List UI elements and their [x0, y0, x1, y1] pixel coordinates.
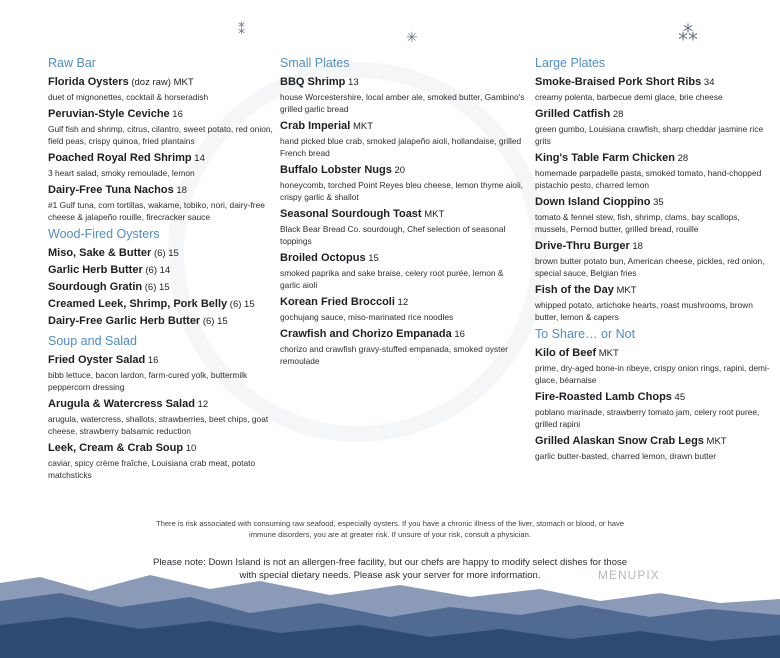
menu-item-description: Black Bear Bread Co. sourdough, Chef selection of seasonal toppings: [280, 224, 506, 246]
dish-price: MKT: [596, 348, 619, 359]
dish-name: BBQ Shrimp: [280, 76, 346, 88]
menu-item-name: [535, 282, 775, 299]
menu-item-name: [48, 440, 273, 457]
menu-item-description: arugula, watercress, shallots, strawberries, beet chips, goat cheese, strawberry balsamic reduction: [48, 414, 269, 436]
menu-item-description: chorizo and crawfish gravy-stuffed empanada, smoked oyster remoulade: [280, 344, 508, 366]
menu-item-description: poblano marinade, strawberry tomato jam, celery root puree, grilled rapini: [535, 407, 760, 429]
menu-item-description: smoked paprika and sake braise, celery root purée, lemon & garlic aioli: [280, 268, 504, 290]
menu-item-name: [280, 294, 525, 311]
dish-price: (6) 15: [151, 248, 179, 259]
section-title: Raw Bar: [48, 56, 96, 70]
dish-name: Broiled Octopus: [280, 252, 366, 264]
menu-item-name: [535, 150, 775, 167]
menu-item-name: [280, 74, 525, 91]
menu-item-description: homemade parpadelle pasta, smoked tomato, hand-chopped pistachio pesto, charred lemon: [535, 168, 762, 190]
dish-price: 12: [194, 399, 209, 410]
dish-price: 28: [674, 153, 689, 164]
dish-name: Down Island Cioppino: [535, 196, 651, 208]
menu-item-name: [48, 150, 273, 167]
dish-price: MKT: [350, 121, 374, 132]
menu-column-middle: [280, 52, 525, 370]
dish-name: Drive-Thru Burger: [535, 240, 630, 252]
section-title: Soup and Salad: [48, 334, 137, 348]
dish-name: Dairy-Free Garlic Herb Butter: [48, 315, 201, 327]
dish-name: Crab Imperial: [280, 120, 351, 132]
section-title: Wood-Fired Oysters: [48, 227, 160, 241]
dish-price: (6) 15: [200, 316, 228, 327]
menu-item-name: [48, 74, 273, 91]
dish-price: 20: [391, 165, 406, 176]
menu-item-description: green gumbo, Louisiana crawfish, sharp cheddar jasmine rice grits: [535, 124, 764, 146]
menu-item-description: #1 Gulf tuna, corn tortillas, wakame, tobiko, nori, dairy-free cheese & jalapeño rouille, firecracker sauce: [48, 200, 265, 222]
section-title: Large Plates: [535, 56, 606, 70]
dish-price: 28: [610, 109, 624, 120]
menu-item-description: honeycomb, torched Point Reyes bleu cheese, lemon thyme aioli, crispy garlic & shallot: [280, 180, 524, 202]
sparkle-icon: ⁂: [678, 23, 698, 45]
dish-price: 16: [145, 355, 159, 366]
menu-column-left: [48, 52, 273, 484]
menu-item-description: tomato & fennel stew, fish, shrimp, clams, bay scallops, mussels, Pernod butter, grilled bread, rouille: [535, 212, 740, 234]
menu-item-name: [535, 74, 775, 91]
dish-name: Sourdough Gratin: [48, 281, 143, 293]
dish-price: 45: [671, 392, 686, 403]
menu-item-name: [535, 389, 775, 406]
menu-item-name: [48, 245, 273, 262]
menu-item-description: brown butter potato bun, American cheese, pickles, red onion, special sauce, Belgian fries: [535, 256, 765, 278]
dish-price: (6) 15: [142, 282, 170, 293]
dish-name: Seasonal Sourdough Toast: [280, 208, 422, 220]
dish-price: 15: [365, 253, 379, 264]
dish-name: Fire-Roasted Lamb Chops: [535, 391, 672, 403]
dish-price: 35: [650, 197, 664, 208]
dish-price: 14: [191, 153, 205, 164]
dish-price: 10: [183, 443, 197, 454]
dish-name: Grilled Catfish: [535, 108, 611, 120]
dish-name: Korean Fried Broccoli: [280, 296, 395, 308]
dish-price: 34: [701, 77, 715, 88]
menu-item-description: Gulf fish and shrimp, citrus, cilantro, sweet potato, red onion, field peas, crispy quinoa, fried plantains: [48, 124, 273, 146]
menu-item-description: creamy polenta, barbecue demi glace, brie cheese: [535, 92, 723, 102]
section-title: Small Plates: [280, 56, 350, 70]
dish-name: Arugula & Watercress Salad: [48, 398, 195, 410]
dish-name: Fish of the Day: [535, 284, 614, 296]
dish-name: Leek, Cream & Crab Soup: [48, 442, 184, 454]
dish-name: Grilled Alaskan Snow Crab Legs: [535, 435, 704, 447]
menu-item-name: [48, 279, 273, 296]
dish-name: Creamed Leek, Shrimp, Pork Belly: [48, 298, 228, 310]
menu-item-description: duet of mignonettes, cocktail & horseradish: [48, 92, 209, 102]
dish-name: Florida Oysters: [48, 76, 129, 88]
menupix-watermark: MENUPIX: [598, 568, 660, 582]
menu-item-description: prime, dry-aged bone-in ribeye, crispy onion rings, rapini, demi-glace, béarnaise: [535, 363, 770, 385]
menu-item-description: bibb lettuce, bacon lardon, farm-cured yolk, buttermilk peppercorn dressing: [48, 370, 248, 392]
dish-name: Smoke-Braised Pork Short Ribs: [535, 76, 702, 88]
dish-name: Kilo of Beef: [535, 347, 597, 359]
menu-item-description: gochujang sauce, miso-marinated rice noodles: [280, 312, 454, 322]
menu-item-name: [48, 313, 273, 330]
sparkle-icon: ✳: [406, 29, 418, 45]
menu-item-description: whipped potato, artichoke hearts, roast mushrooms, brown butter, lemon & capers: [535, 300, 753, 322]
dish-price: 18: [173, 185, 187, 196]
dish-name: Peruvian-Style Ceviche: [48, 108, 170, 120]
mountain-illustration: [0, 555, 780, 658]
menu-column-right: [535, 52, 775, 465]
dish-name: Crawfish and Chorizo Empanada: [280, 328, 452, 340]
menu-item-name: [535, 433, 775, 450]
dish-price: MKT: [703, 436, 727, 447]
dish-price: (6) 15: [227, 299, 255, 310]
allergen-note: Please note: Down Island is not an allergen-free facility, but our chefs are happy to modify select dishes for those with special dietary needs. Please ask your server for more information.: [152, 557, 628, 581]
dish-price: (doz raw) MKT: [128, 77, 194, 88]
dish-name: Miso, Sake & Butter: [48, 247, 152, 259]
menu-item-name: [280, 250, 525, 267]
menu-item-name: [280, 162, 525, 179]
sparkle-icon: ⁑: [238, 21, 245, 37]
menu-item-description: garlic butter-basted, charred lemon, drawn butter: [535, 451, 717, 461]
dish-price: MKT: [421, 209, 445, 220]
dish-price: 16: [169, 109, 183, 120]
menu-item-name: [280, 206, 525, 223]
dish-price: 13: [345, 77, 359, 88]
dish-price: 18: [629, 241, 643, 252]
raw-seafood-notice: There is risk associated with consuming raw seafood, especially oysters. If you have a chronic illness of the liver, stomach or blood, or have immune disorders, you are at greater risk. If unsure of your risk, consult a physician.: [155, 519, 625, 539]
dish-price: 12: [394, 297, 409, 308]
dish-price: (6) 14: [142, 265, 171, 276]
menu-item-name: [48, 396, 273, 413]
menu-item-name: [48, 182, 273, 199]
menu-item-name: [280, 326, 525, 343]
menu-item-name: [48, 106, 273, 123]
menu-item-name: [48, 352, 273, 369]
dish-name: King's Table Farm Chicken: [535, 152, 675, 164]
menu-item-name: [48, 262, 273, 279]
section-title: To Share… or Not: [535, 327, 636, 341]
menu-item-description: caviar, spicy crème fraîche, Louisiana crab meat, potato matchsticks: [48, 458, 256, 480]
dish-price: 16: [451, 329, 465, 340]
menu-item-name: [535, 106, 775, 123]
dish-name: Fried Oyster Salad: [48, 354, 146, 366]
dish-name: Buffalo Lobster Nugs: [280, 164, 392, 176]
menu-item-description: hand picked blue crab, smoked jalapeño aioli, hollandaise, grilled French bread: [280, 136, 522, 158]
menu-item-name: [48, 296, 273, 313]
menu-item-name: [280, 118, 525, 135]
menu-item-name: [535, 345, 775, 362]
dish-name: Dairy-Free Tuna Nachos: [48, 184, 174, 196]
menu-item-description: 3 heart salad, smoky remoulade, lemon: [48, 168, 195, 178]
menu-item-description: house Worcestershire, local amber ale, smoked butter, Gambino's grilled garlic bread: [280, 92, 525, 114]
dish-price: MKT: [613, 285, 637, 296]
dish-name: Garlic Herb Butter: [48, 264, 143, 276]
menu-item-name: [535, 238, 775, 255]
dish-name: Poached Royal Red Shrimp: [48, 152, 192, 164]
menu-item-name: [535, 194, 775, 211]
